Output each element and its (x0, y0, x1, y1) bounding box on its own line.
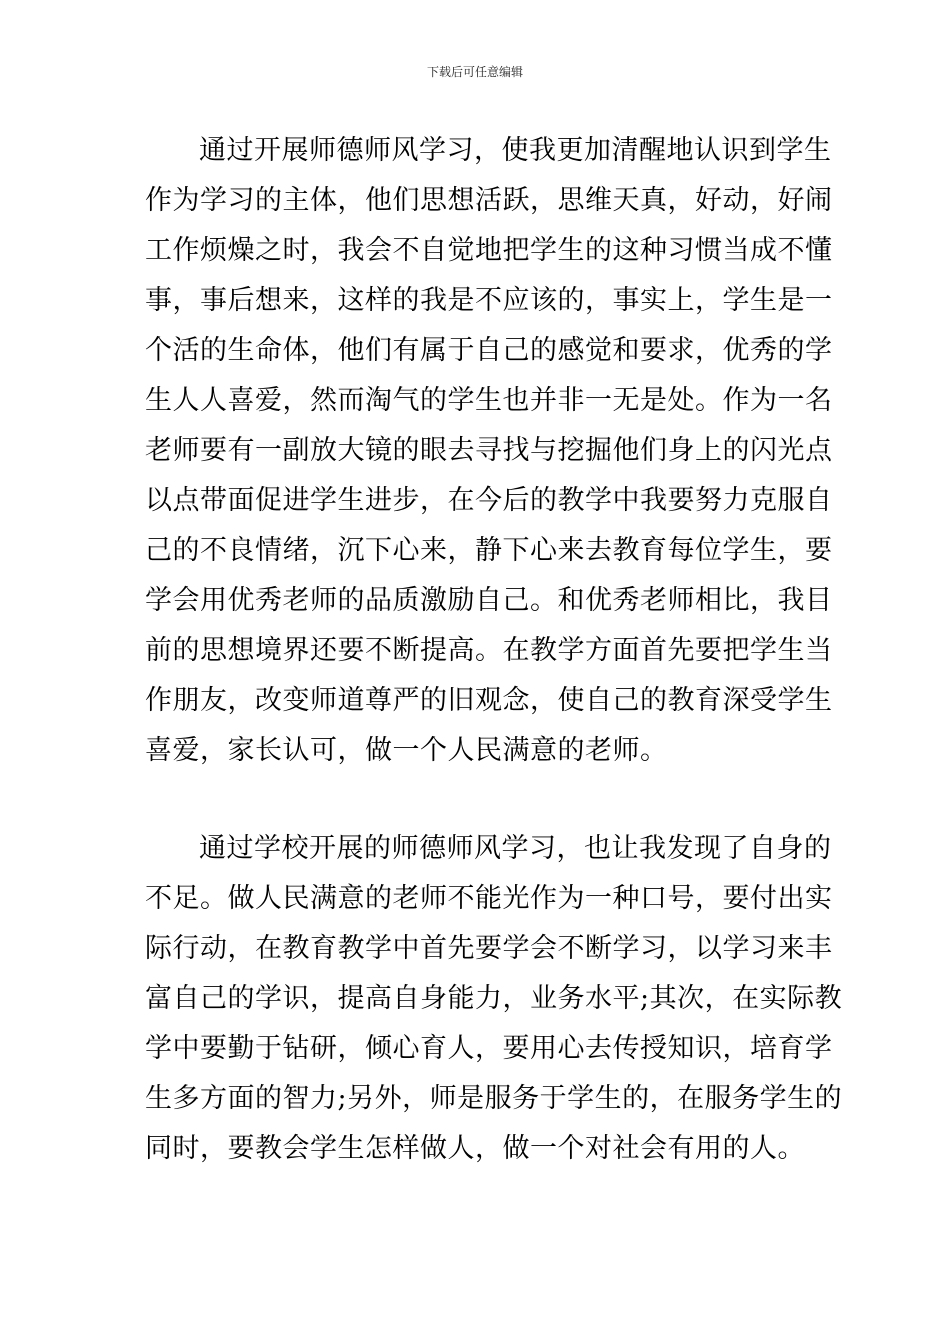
paragraph-line: 不足。做人民满意的老师不能光作为一种口号，要付出实 (145, 883, 833, 914)
paragraph-line: 作朋友，改变师道尊严的旧观念，使自己的教育深受学生 (145, 685, 833, 716)
paragraph-line: 前的思想境界还要不断提高。在教学方面首先要把学生当 (145, 635, 833, 666)
paragraph-line: 学会用优秀老师的品质激励自己。和优秀老师相比，我目 (145, 585, 833, 616)
body-paragraph-1 (145, 126, 833, 776)
paragraph-line: 作为学习的主体，他们思想活跃，思维天真，好动，好闹 (145, 185, 833, 216)
paragraph-line: 工作烦燥之时，我会不自觉地把学生的这种习惯当成不懂 (145, 235, 833, 266)
paragraph-line: 际行动，在教育教学中首先要学会不断学习，以学习来丰 (145, 933, 833, 964)
paragraph-line: 学中要勤于钻研，倾心育人，要用心去传授知识，培育学 (145, 1033, 833, 1064)
paragraph-line: 老师要有一副放大镜的眼去寻找与挖掘他们身上的闪光点 (145, 435, 833, 466)
paragraph-line: 同时，要教会学生怎样做人，做一个对社会有用的人。 (145, 1133, 805, 1164)
page-header: 下载后可任意编辑 (426, 65, 523, 79)
paragraph-line: 富自己的学识，提高自身能力，业务水平;其次，在实际教 (145, 983, 843, 1014)
paragraph-line: 事，事后想来，这样的我是不应该的，事实上，学生是一 (145, 285, 833, 316)
paragraph-line: 己的不良情绪，沉下心来，静下心来去教育每位学生，要 (145, 535, 833, 566)
paragraph-line: 喜爱，家长认可，做一个人民满意的老师。 (145, 735, 668, 766)
paragraph-line: 生多方面的智力;另外，师是服务于学生的，在服务学生的 (145, 1083, 843, 1114)
paragraph-line: 以点带面促进学生进步，在今后的教学中我要努力克服自 (145, 485, 833, 516)
paragraph-line: 生人人喜爱，然而淘气的学生也并非一无是处。作为一名 (145, 385, 833, 416)
body-paragraph-2 (145, 824, 843, 1174)
paragraph-line: 通过开展师德师风学习，使我更加清醒地认识到学生 (199, 135, 832, 166)
paragraph-line: 个活的生命体，他们有属于自己的感觉和要求，优秀的学 (145, 335, 833, 366)
paragraph-line: 通过学校开展的师德师风学习，也让我发现了自身的 (199, 833, 832, 864)
